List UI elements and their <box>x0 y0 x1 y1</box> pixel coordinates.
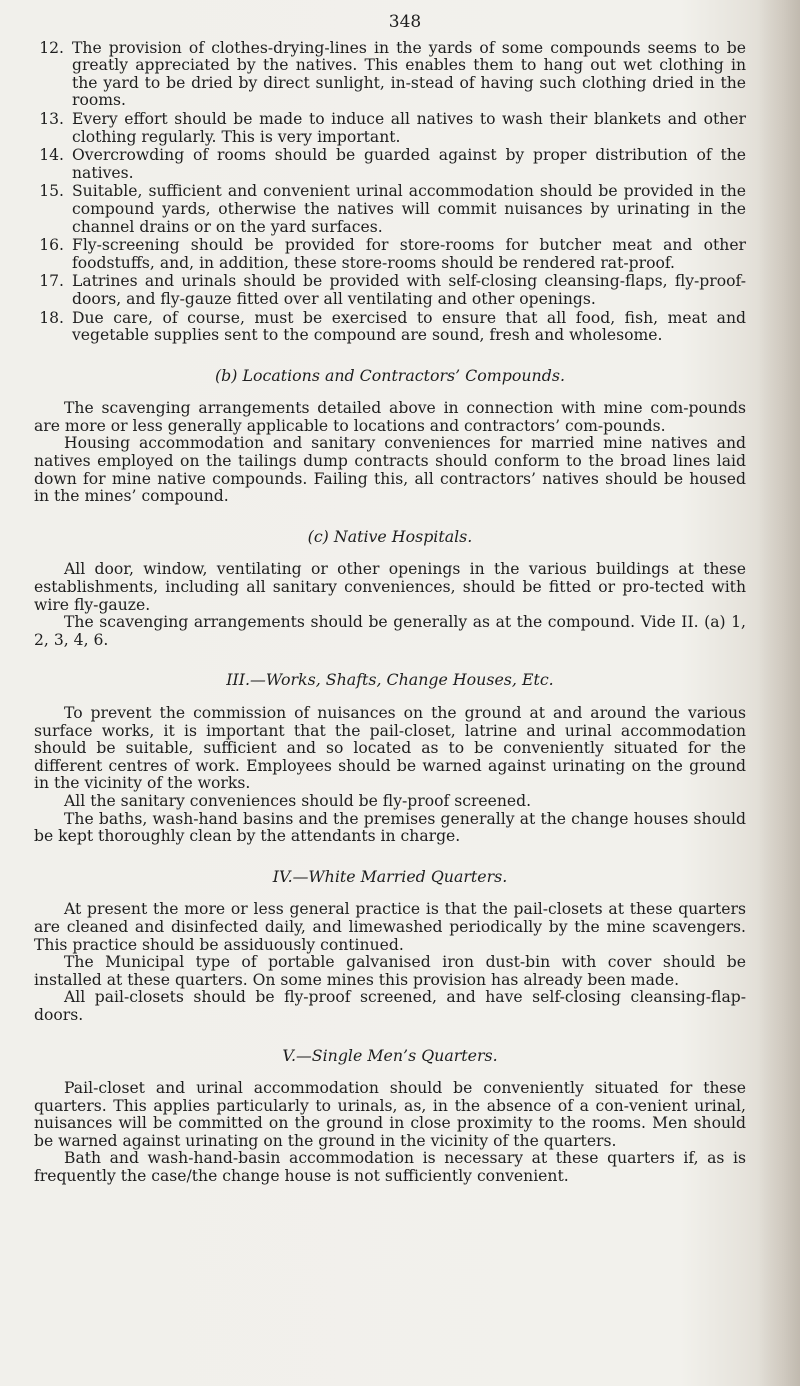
page-content <box>34 14 746 1186</box>
paragraph: To prevent the commission of nuisances on the ground at and around the various surface works, it is important that the pail-closet, latrine and urinal accommodation should be suitable, sufficient and so located as to be conveniently situated for the different centres of work. Employees should be warned against urinating on the ground in the vicinity of the works. <box>34 704 746 793</box>
item-number: 16. <box>39 236 64 255</box>
section-heading-b: (b) Locations and Contractors’ Compounds. <box>215 365 565 385</box>
paragraph: Pail-closet and urinal accommodation should be conveniently situated for these quarters. This applies particularly to urinals, as, in the absence of a con-venient urinal, nuisances will be committed on the ground in close proximity to the rooms. Men should be warned against urinating on the ground in the vicinity of the quarters. <box>34 1079 746 1150</box>
list-item <box>34 147 746 182</box>
list-item <box>34 310 746 345</box>
list-item <box>34 111 746 146</box>
item-text: Fly-screening should be provided for store-rooms for butcher meat and other foodstuffs, and, in addition, these store-rooms should be rendered rat-proof. <box>72 236 746 272</box>
item-number: 15. <box>39 182 64 201</box>
list-item <box>34 183 746 236</box>
paragraph: The scavenging arrangements should be generally as at the compound. Vide II. (a) 1, 2, 3, 4, 6. <box>34 613 746 649</box>
item-number: 18. <box>39 308 64 327</box>
list-item <box>34 273 746 308</box>
list-item <box>34 237 746 272</box>
section-heading-v: V.—Single Men’s Quarters. <box>282 1045 498 1065</box>
paragraph: All pail-closets should be fly-proof screened, and have self-closing cleansing-flap-doors. <box>34 988 746 1024</box>
item-text: Due care, of course, must be exercised to ensure that all food, fish, meat and vegetable supplies sent to the compound are sound, fresh and wholesome. <box>72 308 746 345</box>
paragraph: All the sanitary conveniences should be fly-proof screened. <box>64 791 532 810</box>
page-number: 348 <box>388 12 422 32</box>
paragraph: The baths, wash-hand basins and the premises generally at the change houses should be kept thoroughly clean by the attendants in charge. <box>34 809 746 846</box>
item-text: The provision of clothes-drying-lines in the yards of some compounds seems to be greatly appreciated by the natives. This enables them to hang out wet clothing in the yard to be dried by direct sunlight, in-stead of having such clothing dried in the rooms. <box>72 38 746 110</box>
paragraph: At present the more or less general practice is that the pail-closets at these quarters are cleaned and disinfected daily, and limewashed periodically by the mine scavengers. This practice should be assiduously continued. <box>34 900 746 954</box>
item-number: 13. <box>39 109 64 128</box>
section-heading-iv: IV.—White Married Quarters. <box>272 866 508 886</box>
list-item <box>34 40 746 110</box>
page-edge-shadow <box>758 0 800 1386</box>
item-number: 17. <box>39 272 64 291</box>
paragraph: All door, window, ventilating or other openings in the various buildings at these establishments, including all sanitary conveniences, should be fitted or pro-tected with wire fly-gauze. <box>34 560 746 614</box>
item-text: Latrines and urinals should be provided with self-closing cleansing-flaps, fly-proof-doors, and fly-gauze fitted over all ventilating and other openings. <box>72 272 746 308</box>
paragraph: Housing accommodation and sanitary conveniences for married mine natives and natives employed on the tailings dump contracts should conform to the broad lines laid down for mine native compounds. Failing this, all contractors’ natives should be housed in the mines’ compound. <box>34 434 746 506</box>
section-heading-iii: III.—Works, Shafts, Change Houses, Etc. <box>226 670 554 690</box>
paragraph: Bath and wash-hand-basin accommodation is necessary at these quarters if, as is frequently the case/the change house is not sufficiently convenient. <box>34 1149 746 1186</box>
item-text: Every effort should be made to induce all natives to wash their blankets and other clothing regularly. This is very important. <box>72 109 746 146</box>
section-heading-c: (c) Native Hospitals. <box>307 526 473 546</box>
paragraph: The scavenging arrangements detailed above in connection with mine com-pounds are more or less generally applicable to locations and contractors’ com-pounds. <box>34 399 746 435</box>
paragraph: The Municipal type of portable galvanised iron dust-bin with cover should be installed at these quarters. On some mines this provision has already been made. <box>34 953 746 989</box>
item-text: Suitable, sufficient and convenient urinal accommodation should be provided in the compound yards, otherwise the natives will commit nuisances by urinating in the channel drains or on the yard surfaces. <box>72 182 746 236</box>
item-number: 14. <box>39 146 64 165</box>
item-number: 12. <box>39 38 64 57</box>
item-text: Overcrowding of rooms should be guarded against by proper distribution of the natives. <box>72 146 746 182</box>
